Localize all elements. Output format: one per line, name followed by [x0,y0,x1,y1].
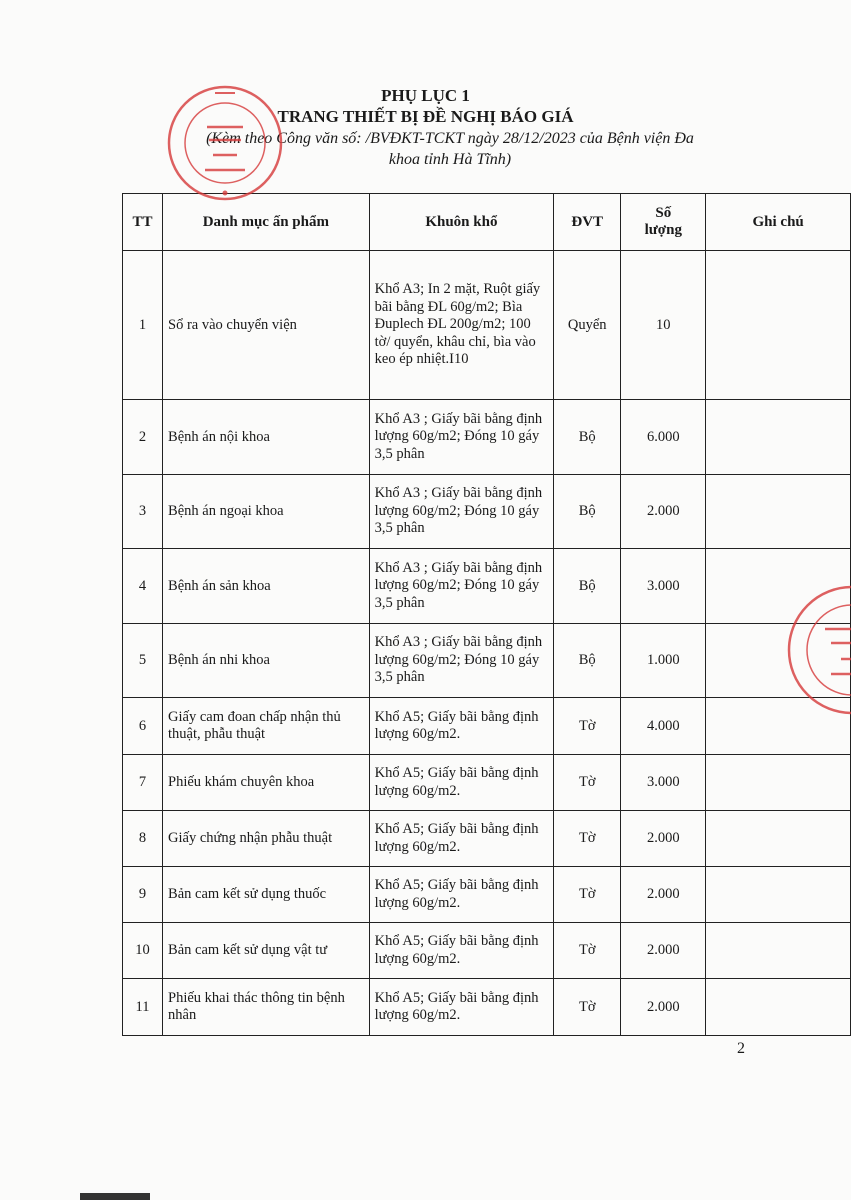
table-row [123,624,851,698]
row-name: Giấy chứng nhận phẫu thuật [163,811,370,867]
appendix-title: PHỤ LỤC 1 [381,86,470,105]
row-spec: Khổ A3 ; Giấy bãi bằng định lượng 60g/m2; Đóng 10 gáy 3,5 phân [369,475,554,549]
row-spec: Khổ A5; Giấy bãi bằng định lượng 60g/m2. [369,867,554,923]
row-unit: Tờ [554,923,621,979]
row-tt: 5 [123,624,163,698]
row-name: Giấy cam đoan chấp nhận thủ thuật, phẫu thuật [163,698,370,755]
row-note [706,698,851,755]
row-note [706,475,851,549]
row-tt: 8 [123,811,163,867]
row-qty: 6.000 [621,400,706,475]
row-unit: Quyển [554,251,621,400]
col-unit: ĐVT [554,194,621,251]
row-spec: Khổ A5; Giấy bãi bằng định lượng 60g/m2. [369,923,554,979]
col-note: Ghi chú [706,194,851,251]
row-spec: Khổ A3 ; Giấy bãi bằng định lượng 60g/m2; Đóng 10 gáy 3,5 phân [369,400,554,475]
row-tt: 10 [123,923,163,979]
table-row [123,549,851,624]
document-title: TRANG THIẾT BỊ ĐỀ NGHỊ BÁO GIÁ [277,107,574,126]
row-spec: Khổ A5; Giấy bãi bằng định lượng 60g/m2. [369,755,554,811]
row-qty: 2.000 [621,979,706,1036]
col-tt: TT [123,194,163,251]
row-tt: 6 [123,698,163,755]
col-qty: Số lượng [621,194,706,251]
row-tt: 1 [123,251,163,400]
row-name: Phiếu khai thác thông tin bệnh nhân [163,979,370,1036]
row-name: Phiếu khám chuyên khoa [163,755,370,811]
table-row [123,755,851,811]
subtitle-line-1: (Kèm theo Công văn số: /BVĐKT-TCKT ngày 28/12/2023 của Bệnh viện Đa [206,130,694,147]
row-spec: Khổ A3 ; Giấy bãi bằng định lượng 60g/m2; Đóng 10 gáy 3,5 phân [369,624,554,698]
row-tt: 3 [123,475,163,549]
row-unit: Tờ [554,755,621,811]
row-tt: 4 [123,549,163,624]
row-note [706,755,851,811]
row-qty: 3.000 [621,755,706,811]
row-note [706,549,851,624]
table-row [123,400,851,475]
table-header-row [123,194,851,251]
row-tt: 7 [123,755,163,811]
row-unit: Tờ [554,811,621,867]
row-qty: 2.000 [621,867,706,923]
row-tt: 9 [123,867,163,923]
row-unit: Tờ [554,698,621,755]
row-name: Bệnh án nội khoa [163,400,370,475]
row-qty: 3.000 [621,549,706,624]
row-name: Bệnh án nhi khoa [163,624,370,698]
row-qty: 10 [621,251,706,400]
row-note [706,867,851,923]
row-unit: Bộ [554,400,621,475]
row-unit: Tờ [554,867,621,923]
row-name: Bệnh án sản khoa [163,549,370,624]
row-note [706,400,851,475]
row-note [706,979,851,1036]
row-note [706,923,851,979]
table-row [123,475,851,549]
row-spec: Khổ A3; In 2 mặt, Ruột giấy bãi bằng ĐL 60g/m2; Bìa Đuplech ĐL 200g/m2; 100 tờ/ quyển, khâu chỉ, bìa vào keo ép nhiệt.I10 [369,251,554,400]
col-name: Danh mục ấn phẩm [163,194,370,251]
row-spec: Khổ A5; Giấy bãi bằng định lượng 60g/m2. [369,811,554,867]
row-name: Bệnh án ngoại khoa [163,475,370,549]
table-row [123,979,851,1036]
row-note [706,811,851,867]
row-note [706,624,851,698]
table-row [123,251,851,400]
row-unit: Bộ [554,475,621,549]
table-row [123,867,851,923]
row-qty: 1.000 [621,624,706,698]
subtitle-line-2: khoa tỉnh Hà Tĩnh) [388,151,512,168]
row-tt: 2 [123,400,163,475]
row-spec: Khổ A3 ; Giấy bãi bằng định lượng 60g/m2; Đóng 10 gáy 3,5 phân [369,549,554,624]
row-name: Sổ ra vào chuyển viện [163,251,370,400]
table-row [123,811,851,867]
row-qty: 2.000 [621,475,706,549]
scan-edge-mark [80,1193,150,1200]
row-qty: 2.000 [621,923,706,979]
row-unit: Bộ [554,549,621,624]
row-note [706,251,851,400]
table-row [123,698,851,755]
row-qty: 2.000 [621,811,706,867]
row-unit: Bộ [554,624,621,698]
row-name: Bản cam kết sử dụng vật tư [163,923,370,979]
equipment-table [122,193,851,1036]
page-number: 2 [737,1040,745,1057]
row-tt: 11 [123,979,163,1036]
row-qty: 4.000 [621,698,706,755]
table-row [123,923,851,979]
row-name: Bản cam kết sử dụng thuốc [163,867,370,923]
row-unit: Tờ [554,979,621,1036]
row-spec: Khổ A5; Giấy bãi bằng định lượng 60g/m2. [369,698,554,755]
row-spec: Khổ A5; Giấy bãi bằng định lượng 60g/m2. [369,979,554,1036]
col-spec: Khuôn khổ [369,194,554,251]
